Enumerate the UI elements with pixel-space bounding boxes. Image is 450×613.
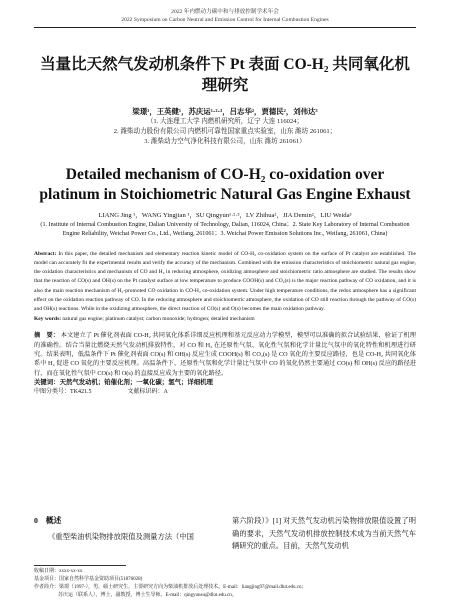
- footnote-author: 作者简介：梁璟（1997-），男，硕士研究生，主要研究方向为柴油机排放后处理技术。E-mail：liangjing97@mail.dlut.edu.cn；: [34, 585, 307, 590]
- footnotes: [34, 565, 416, 600]
- cn-abstract-label: 摘 要：: [34, 332, 60, 340]
- classification-line: [34, 388, 416, 397]
- document-code: 文献标识码：A: [127, 388, 168, 395]
- keywords-label: Key words:: [34, 316, 62, 323]
- header-rule: [34, 27, 416, 28]
- header-line-cn: 2022 年内燃动力碳中和与排放控制学术年会: [171, 9, 279, 15]
- cn-affiliation-3: 3. 潍柴动力空气净化科技有限公司，山东 潍坊 261061）: [144, 138, 306, 145]
- class-number: 中图分类号：TK421.5: [34, 388, 92, 395]
- en-affiliation: (1. Institute of Internal Combustion Engine, Dalian University of Technology, Dalian, 116024, China；2. State Key Laboratory of Internal Combustion Engine Reliability, Weichai Power Co., Ltd., Weifang, 261061；3. Weichai Power Emission Solutions Inc., Weifang, 261061, China): [40, 222, 410, 238]
- keywords-cn: [34, 378, 416, 387]
- abstract-en: [34, 250, 416, 314]
- cn-keywords-label: 关键词：: [34, 379, 60, 387]
- body-left-text: 《重型柴油机染物排放限值及测量方法（中国: [48, 531, 194, 541]
- section-heading: 0 概述: [34, 516, 62, 525]
- keywords-en: [34, 315, 416, 323]
- body-left-column: [34, 515, 218, 553]
- cn-authors: 梁璟¹，王英健¹，苏庆运¹·²·³，吕志华²，贾德民²，刘伟达³: [132, 107, 318, 116]
- abstract-text: In this paper, the detailed mechanism and elementary reaction kinetic model of CO-H₂ co-oxidation system on the surface of Pt catalyst are established. The model can accurately fit the experimental results and verify the accuracy of the mechanism. Combined with the emission characteristics of stoichiometric natural gas engine, the oxidation characteristics and mechanism of CO and H₂ in reducing atmosphere, oxidizing atmosphere and stoichiometric ratio atmosphere are studied. The results show that the reaction of CO(s) and OH(s) on the Pt catalyst surface at low temperature to produce COOH(s) and CO₂(s) is the major reaction pathway of CO oxidation, and it is also the main reaction mechanism of H₂-promoted CO oxidation in CO-H₂ co-oxidation system. Under high temperature conditions, the redox atmosphere has a significant effect on the oxidation reaction pathway of CO. In the reducing atmosphere and stoichiometric atmosphere, the oxidation of CO still reaction through the pathway of CO(s) and OH(s) reactions. While in the oxidizing atmosphere, the direct reaction of CO(s) and O(s) becomes the main oxidation pathway.: [34, 250, 417, 313]
- footnote-rule: [34, 565, 126, 566]
- cn-abstract-text: 本文建立了 Pt 催化剂表面 CO-H₂ 共同氧化体系详细反应机理和基元反应动力学模型，模型可以准确的拟合试验结果，验证了机理的准确性。结合当量比燃烧天然气发动机排放特性，对 CO 和 H₂ 在还原性气氛、氧化性气氛和化学计量比气氛中的氧化特性和机理进行研究。结果表明，低温条件下 Pt 催化剂表面 CO(s) 和 OH(s) 反应生成 COOH(s) 和 CO₂(s) 是 CO 氧化的主要反应路径，也是 CO-H₂ 共同氧化体系中 H₂ 促进 CO 氧化的主要反应机理。高温条件下，还原性气氛和化学计量比气氛中 CO 的氧化仍然主要通过 CO(s) 和 OH(s) 反应的路径进行，而在氧化性气氛中 CO(s) 和 O(s) 的直接反应成为主要的氧化路径。: [34, 332, 416, 377]
- footnote-received: 收稿日期：xxxx-xx-xx: [34, 569, 83, 574]
- body-columns: [34, 515, 416, 553]
- abstract-label: Abstract:: [34, 250, 57, 257]
- cn-title: 当量比天然气发动机条件下 Pt 表面 CO-H₂ 共同氧化机理研究: [40, 56, 410, 94]
- header-line-en: 2022 Symposium on Carbon Neutral and Emission Control for Internal Combustion Engines: [121, 17, 329, 23]
- body-right-column: [232, 515, 416, 553]
- abstract-cn: [34, 331, 416, 378]
- keywords-text: natural gas engine; platinum catalyst; carbon monoxide; hydrogen; detailed mechanism: [62, 316, 255, 323]
- cn-affiliation-1: （1. 大连理工大学 内燃机研究所，辽宁 大连 116024；: [146, 118, 304, 125]
- en-authors: LIANG Jing ¹，WANG Yingjian ¹，SU Qingyun¹·²·³，LV Zhihua²，JIA Demin²，LIU Weida³: [98, 212, 352, 219]
- body-right-text: 第六阶段）》[1] 对天然气发动机污染物排放限值设置了明确的要求，天然气发动机排放控制技术成为当前天然气车辆研究的重点。目前，天然气发动机: [232, 516, 416, 550]
- cn-affiliation-2: 2. 潍柴动力股份有限公司 内燃机可靠性国家重点实验室，山东 潍坊 261061；: [113, 128, 337, 135]
- cn-keywords-text: 天然气发动机；铂催化剂；一氧化碳；氢气；详细机理: [59, 379, 213, 387]
- footnote-fund: 基金项目：国家自然科学基金资助项目(51876028): [34, 577, 143, 582]
- footnote-corresponding: 苏庆运（联系人），博士，副教授，博士生导师。E-mail：qingyunsu@dlut.edu.cn。: [58, 593, 237, 598]
- en-title: Detailed mechanism of CO-H₂ co-oxidation over platinum in Stoichiometric Natural Gas Engine Exhaust: [39, 166, 411, 203]
- running-header: [0, 0, 450, 24]
